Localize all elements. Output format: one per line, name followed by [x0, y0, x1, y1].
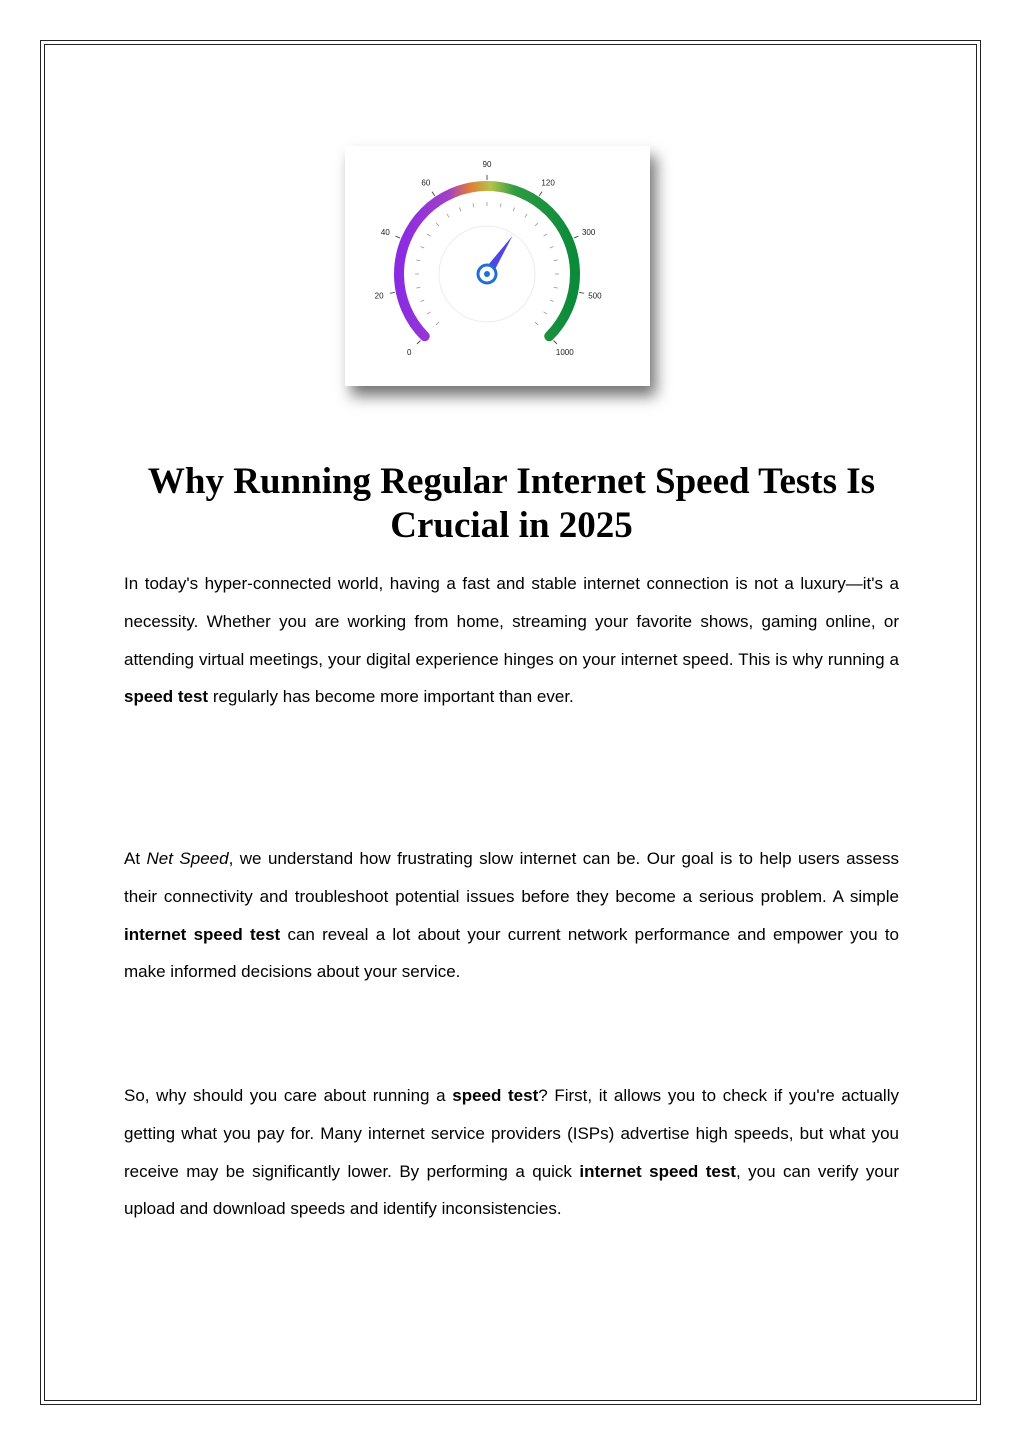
- gauge-minor-tick: [513, 207, 515, 211]
- gauge-tick-label: 40: [380, 227, 390, 237]
- gauge-minor-tick: [554, 287, 558, 288]
- gauge-minor-tick: [550, 246, 554, 248]
- bold-term: speed test: [124, 687, 209, 707]
- gauge-minor-tick: [436, 223, 439, 226]
- gauge-minor-tick: [473, 203, 474, 207]
- gauge-minor-tick: [535, 322, 538, 325]
- gauge-minor-tick: [544, 234, 547, 236]
- gauge-tick-label: 1000: [555, 347, 574, 357]
- gauge-minor-tick: [525, 214, 527, 217]
- gauge-minor-tick: [535, 223, 538, 226]
- gauge-minor-tick: [500, 203, 501, 207]
- bold-term: internet speed test: [124, 924, 281, 944]
- gauge-minor-tick: [436, 322, 439, 325]
- bold-term: internet speed test: [579, 1161, 736, 1181]
- gauge-minor-tick: [416, 287, 420, 288]
- gauge-arc: [399, 186, 575, 336]
- gauge-major-tick: [417, 340, 421, 344]
- gauge-major-tick: [390, 292, 395, 293]
- gauge-minor-tick: [416, 260, 420, 261]
- gauge-tick-label: 120: [541, 178, 555, 188]
- gauge-minor-tick: [554, 260, 558, 261]
- gauge-minor-tick: [550, 300, 554, 302]
- gauge-minor-tick: [427, 312, 430, 314]
- gauge-major-tick: [432, 192, 435, 196]
- gauge-major-tick: [553, 340, 557, 344]
- paragraph-why-care: So, why should you care about running a speed test? First, it allows you to check if you're actually getting what you pay for. Many internet service providers (ISPs) advertise high speeds, but what you receive may be significantly lower. By performing a quick internet speed test, you can verify your upload and download speeds and identify inconsistencies.: [124, 1086, 900, 1219]
- gauge-hub-center: [484, 271, 490, 277]
- bold-term: speed test: [452, 1086, 539, 1105]
- gauge-minor-tick: [427, 234, 430, 236]
- gauge-minor-tick: [544, 312, 547, 314]
- gauge-tick-label: 500: [588, 291, 602, 301]
- page-title: Why Running Regular Internet Speed Tests Is Crucial in 2025: [147, 461, 876, 546]
- gauge-tick-label: 300: [581, 227, 596, 237]
- gauge-tick-label: 60: [421, 178, 431, 188]
- gauge-major-tick: [396, 236, 401, 238]
- gauge-major-tick: [539, 192, 542, 196]
- gauge-major-tick: [574, 236, 579, 238]
- gauge-tick-label: 0: [406, 347, 412, 357]
- gauge-minor-tick: [447, 214, 449, 217]
- paragraph-intro: In today's hyper-connected world, having a fast and stable internet connection is not a luxury—it's a necessity. Whether you are working from home, streaming your favorite shows, gaming online, or attending virtual meetings, your digital experience hinges on your internet speed. This is why running a speed test regularly has become more important than ever.: [124, 574, 899, 707]
- speed-gauge-image: [345, 146, 650, 386]
- gauge-major-tick: [579, 292, 584, 293]
- gauge-tick-label: 90: [482, 160, 492, 169]
- gauge-tick-label: 20: [374, 291, 384, 301]
- speedometer-gauge: [345, 146, 650, 386]
- gauge-minor-tick: [459, 207, 461, 211]
- brand-name: Net Speed: [146, 849, 229, 868]
- paragraph-net-speed: At Net Speed, we understand how frustrating slow internet can be. Our goal is to help users assess their connectivity and troubleshoot potential issues before they become a serious problem. A simple internet speed test can reveal a lot about your current network performance and empower you to make informed decisions about your service.: [124, 849, 899, 982]
- gauge-minor-tick: [420, 300, 424, 302]
- gauge-minor-tick: [420, 246, 424, 248]
